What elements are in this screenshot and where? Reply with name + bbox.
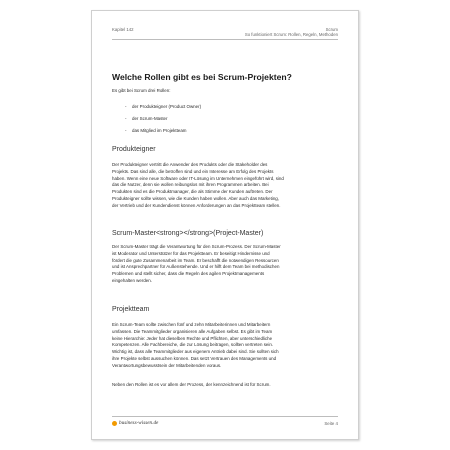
text-line: Der Scrum-Master trägt die Verantwortung für den Scrum-Prozess. Der Scrum-Master [112,244,281,249]
section-body-produkteigner [112,162,344,210]
section-body-scrum-master [112,244,344,285]
text-line: umfassen. Die Teammitglieder organisieren alle Aufgaben selbst. Es gibt im Team [112,328,273,334]
text-line: Projekts. Das sind alle, die betroffen sind und ein Interesse am Erfolg des Projekts [112,168,274,174]
role-label: der Produkteigner (Product Owner) [132,104,202,109]
text-line: Kompetenzen. Alle Fachbereiche, die zur Lösung beitragen, sollten vertreten sein. [112,342,274,348]
header-topic-subtitle: So funktioniert Scrum: Rollen, Regeln, Methoden [244,32,338,38]
logo-text: business-wissen.de [119,420,159,426]
section-body-projektteam [112,322,344,370]
text-line: Ein Scrum-Team sollte zwischen fünf und zehn Mitarbeiterinnen und Mitarbeitern [112,322,271,327]
text-line: fördert die gute Zusammenarbeit im Team. Er beschafft die notwendigen Ressourcen [112,257,279,263]
intro-line: Es gibt bei Scrum drei Rollen: [112,88,171,93]
role-label: das Mitglied im Projektteam [132,128,187,133]
text-line: Problemen und stellt sicher, dass die Regeln des agilen Projektmanagements [112,271,265,277]
section-heading-projektteam: Projektteam [112,306,150,313]
page-title: Welche Rollen gibt es bei Scrum-Projekten? [112,72,292,82]
text-line: Produkteigner sollte wissen, wie die Kunden haben wollen. Aber auch das Marketing, [112,195,279,201]
brand-logo [112,420,158,426]
list-item: - der Scrum-Master [125,116,168,121]
header-chapter: Kapitel 142 [112,27,134,32]
document-page [91,10,359,440]
header-topic-title: Scrum [325,27,338,32]
closing-line: Neben den Rollen ist es vor allem der Prozess, der kennzeichnend ist für Scrum. [112,382,271,387]
roles-list [112,101,342,137]
closing-text [112,382,344,389]
text-line: Verantwortungsbewusstsein der Mitarbeitenden voraus. [112,362,222,368]
list-item: - das Mitglied im Projektteam [125,128,187,133]
header-topic [245,27,338,38]
text-line: eingehalten werden. [112,277,152,283]
role-label: der Scrum-Master [132,116,168,121]
text-line: und ist Ansprechpartner für Außenstehende. Und er hilft dem Team bei methodischen [112,264,280,270]
text-line: keine Hierarchie: Jeder hat dieselben Rechte und Pflichten, aber unterschiedliche [112,335,273,341]
intro-text [112,88,344,95]
section-heading-scrum-master: Scrum-Master<strong></strong>(Project-Master) [112,230,264,237]
text-line: ihre Projekte selbst aussuchen können. Das setzt Vertrauen des Managements und [112,355,277,361]
section-heading-produkteigner: Produkteigner [112,146,156,153]
footer-divider [112,416,338,417]
text-line: haben. Wenn eine neue Software oder IT-Lösung im Unternehmen eingeführt wird, sind [112,175,284,181]
text-line: Wichtig ist, dass alle Teammitglieder aus eigenem Antrieb dabei sind. Sie sollten sich [112,349,279,355]
logo-dot-icon [112,421,117,426]
list-item: - der Produkteigner (Product Owner) [125,104,202,109]
text-line: ist Moderator und Unterstützer für das Projektteam. Er beseitigt Hindernisse und [112,250,270,256]
header-divider [112,39,338,40]
text-line: der Vertrieb und der Kundendienst können Anforderungen an das Projektteam stellen. [112,202,281,208]
text-line: das die Nutzer, denn sie wollen reibungslos mit ihren Programmen arbeiten. Bei [112,182,269,188]
text-line: Der Produkteigner vertritt die Anwender des Produkts oder die Stakeholder des [112,162,268,167]
text-line: Produkten sind es die Produktmanager, die als Stimme der Kunden auftreten. Der [112,189,273,195]
page-number: Seite 4 [324,421,338,426]
